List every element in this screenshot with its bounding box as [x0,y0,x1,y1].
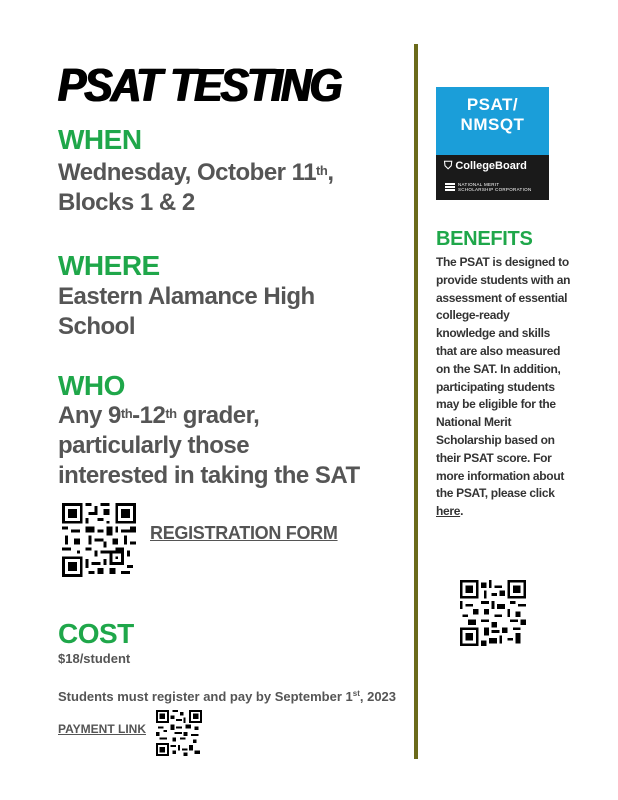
collegeboard-text: CollegeBoard [455,160,527,172]
deadline-sup: st [352,689,360,698]
nm-line1: NATIONAL MERIT [458,182,500,187]
benefits-qr-code[interactable] [460,580,526,646]
when-blocks: Blocks 1 & 2 [58,189,195,216]
collegeboard-wordmark: ⛉ CollegeBoard [444,160,527,172]
registration-deadline [58,689,396,704]
benefits-body: The PSAT is designed to provide students with an assessment of essential college-ready knowledge and skills that are also measured on the SAT. In addition, participating students may be eligible for the National Merit Scholarship based on their PSAT score. For more information about the PSAT, please click [436,255,571,501]
logo-line2: NMSQT [460,115,525,134]
benefits-period: . [460,504,464,519]
here-link[interactable]: here [436,504,461,519]
who-grade-sup2: th [165,406,177,421]
registration-form-link[interactable]: REGISTRATION FORM [150,523,338,543]
nm-line2: SCHOLARSHIP CORPORATION [458,187,532,192]
where-heading: WHERE [58,250,160,281]
when-date: Wednesday, October 11 [58,159,317,186]
who-details [58,401,360,491]
where-line1: Eastern Alamance High [58,283,315,310]
who-heading: WHO [58,370,125,401]
cost-amount: $18/student [58,651,131,666]
when-date-sup: th [316,163,328,178]
national-merit-text [458,182,532,192]
deadline-year: , 2023 [359,689,397,704]
psat-nmsqt-logo [436,87,549,200]
who-line2: particularly those [58,432,250,459]
benefits-heading: BENEFITS [436,228,533,250]
national-merit-icon [445,183,455,191]
deadline-text: Students must register and pay by September 1 [58,689,353,704]
where-details [58,282,315,342]
who-grade-c: grader, [176,402,260,429]
when-heading: WHEN [58,124,142,155]
who-line3: interested in taking the SAT [58,462,360,489]
cost-heading: COST [58,618,134,649]
who-grade-a: Any 9 [58,402,121,429]
who-grade-sup1: th [120,406,133,421]
payment-link[interactable]: PAYMENT LINK [58,722,147,736]
payment-qr-code[interactable] [156,710,202,756]
who-grade-b: -12 [132,402,166,429]
logo-line1: PSAT/ [466,95,519,114]
when-date-comma: , [327,159,334,186]
page-title: PSAT TESTING [58,59,341,111]
vertical-divider [414,44,418,759]
registration-qr-code[interactable] [62,503,136,577]
benefits-text [436,254,571,521]
where-line2: School [58,313,136,340]
when-details [58,158,334,218]
